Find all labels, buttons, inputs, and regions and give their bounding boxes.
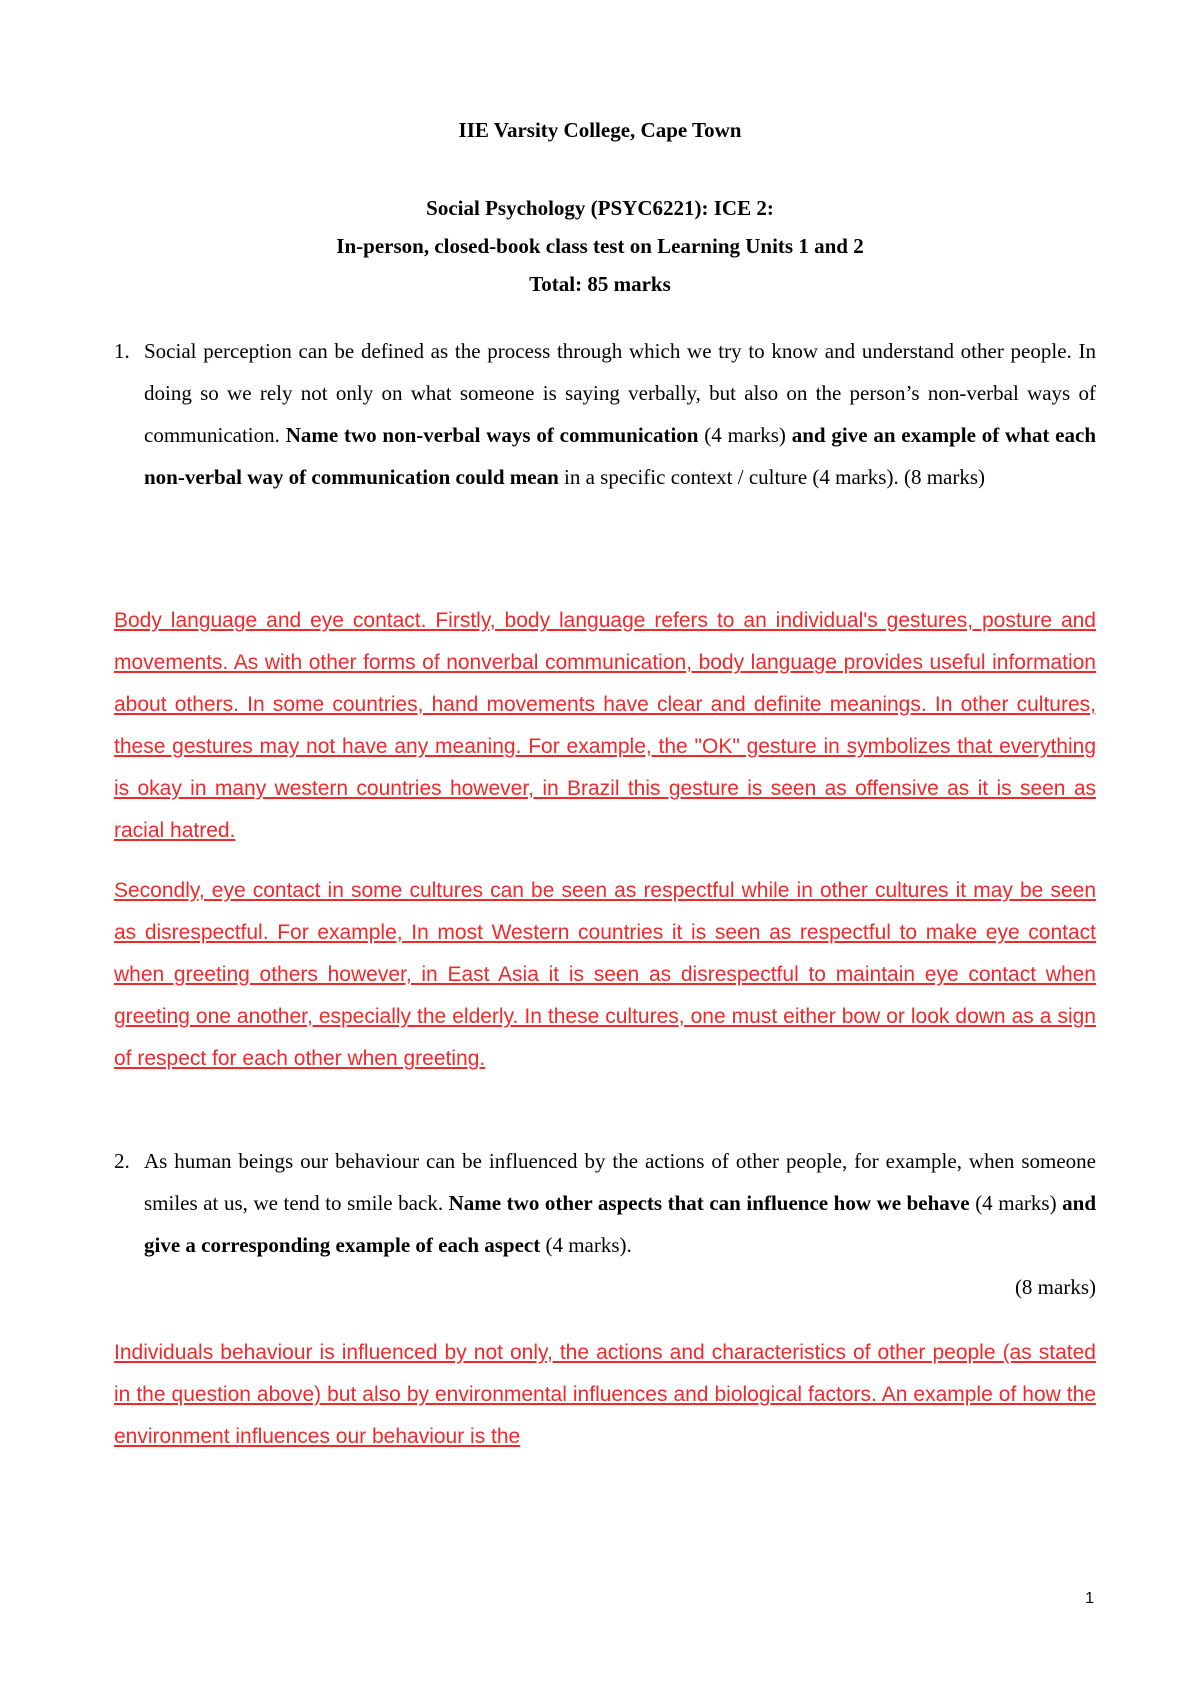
question-text: Social perception can be defined as the process through which we try to know and understand other people. In doing so we rely not only on what someone is saying verbally, but also on the person’s non-verbal ways of communication. <box>144 339 1096 447</box>
question-text: (4 marks) <box>969 1191 1063 1215</box>
page-number: 1 <box>1085 1590 1094 1607</box>
question-1 <box>114 330 1096 498</box>
question-marks: (8 marks) <box>903 465 986 489</box>
answer-2-paragraph-1: Individuals behaviour is influenced by not only, the actions and characteristics of other people (as stated in the question above) but also by environmental influences and biological factors. An example of how the environment influences our behaviour is the <box>114 1341 1096 1448</box>
question-text: As human beings our behaviour can be influenced by the actions of other people, for example, when someone smiles at us, we tend to smile back. <box>144 1149 1096 1215</box>
question-body <box>144 1140 1096 1308</box>
question-body <box>144 330 1096 498</box>
question-text: in a specific context / culture (4 marks). <box>558 465 899 489</box>
question-number: 1. <box>114 339 130 363</box>
question-instruction: and give a corresponding example of each aspect <box>144 1191 1096 1257</box>
question-number: 2. <box>114 1149 130 1173</box>
question-text: (4 marks) <box>698 423 792 447</box>
question-instruction: Name two non-verbal ways of communication <box>285 423 699 447</box>
total-marks: Total: 85 marks <box>529 272 671 296</box>
answer-1-paragraph-1: Body language and eye contact. Firstly, body language refers to an individual's gestures, posture and movements. As with other forms of nonverbal communication, body language provides useful information about others. In some countries, hand movements have clear and definite meanings. In other cultures, these gestures may not have any meaning. For example, the "OK" gesture in symbolizes that everything is okay in many western countries however, in Brazil this gesture is seen as offensive as it is seen as racial hatred. <box>114 609 1096 842</box>
test-type: In-person, closed-book class test on Learning Units 1 and 2 <box>336 234 864 258</box>
institution-title: IIE Varsity College, Cape Town <box>458 118 742 142</box>
answer-1-paragraph-2: Secondly, eye contact in some cultures can be seen as respectful while in other cultures it may be seen as disrespectful. For example, In most Western countries it is seen as respectful to make eye contact when greeting others however, in East Asia it is seen as disrespectful to maintain eye contact when greeting one another, especially the elderly. In these cultures, one must either bow or look down as a sign of respect for each other when greeting. <box>114 879 1096 1070</box>
question-instruction: and give an example of what each non-verbal way of communication could mean <box>144 423 1097 489</box>
question-2 <box>114 1140 1096 1308</box>
question-text: (4 marks). <box>540 1233 632 1257</box>
question-instruction: Name two other aspects that can influence how we behave <box>448 1191 970 1215</box>
module-title: Social Psychology (PSYC6221): ICE 2: <box>426 196 774 220</box>
question-marks: (8 marks) <box>1014 1275 1096 1299</box>
